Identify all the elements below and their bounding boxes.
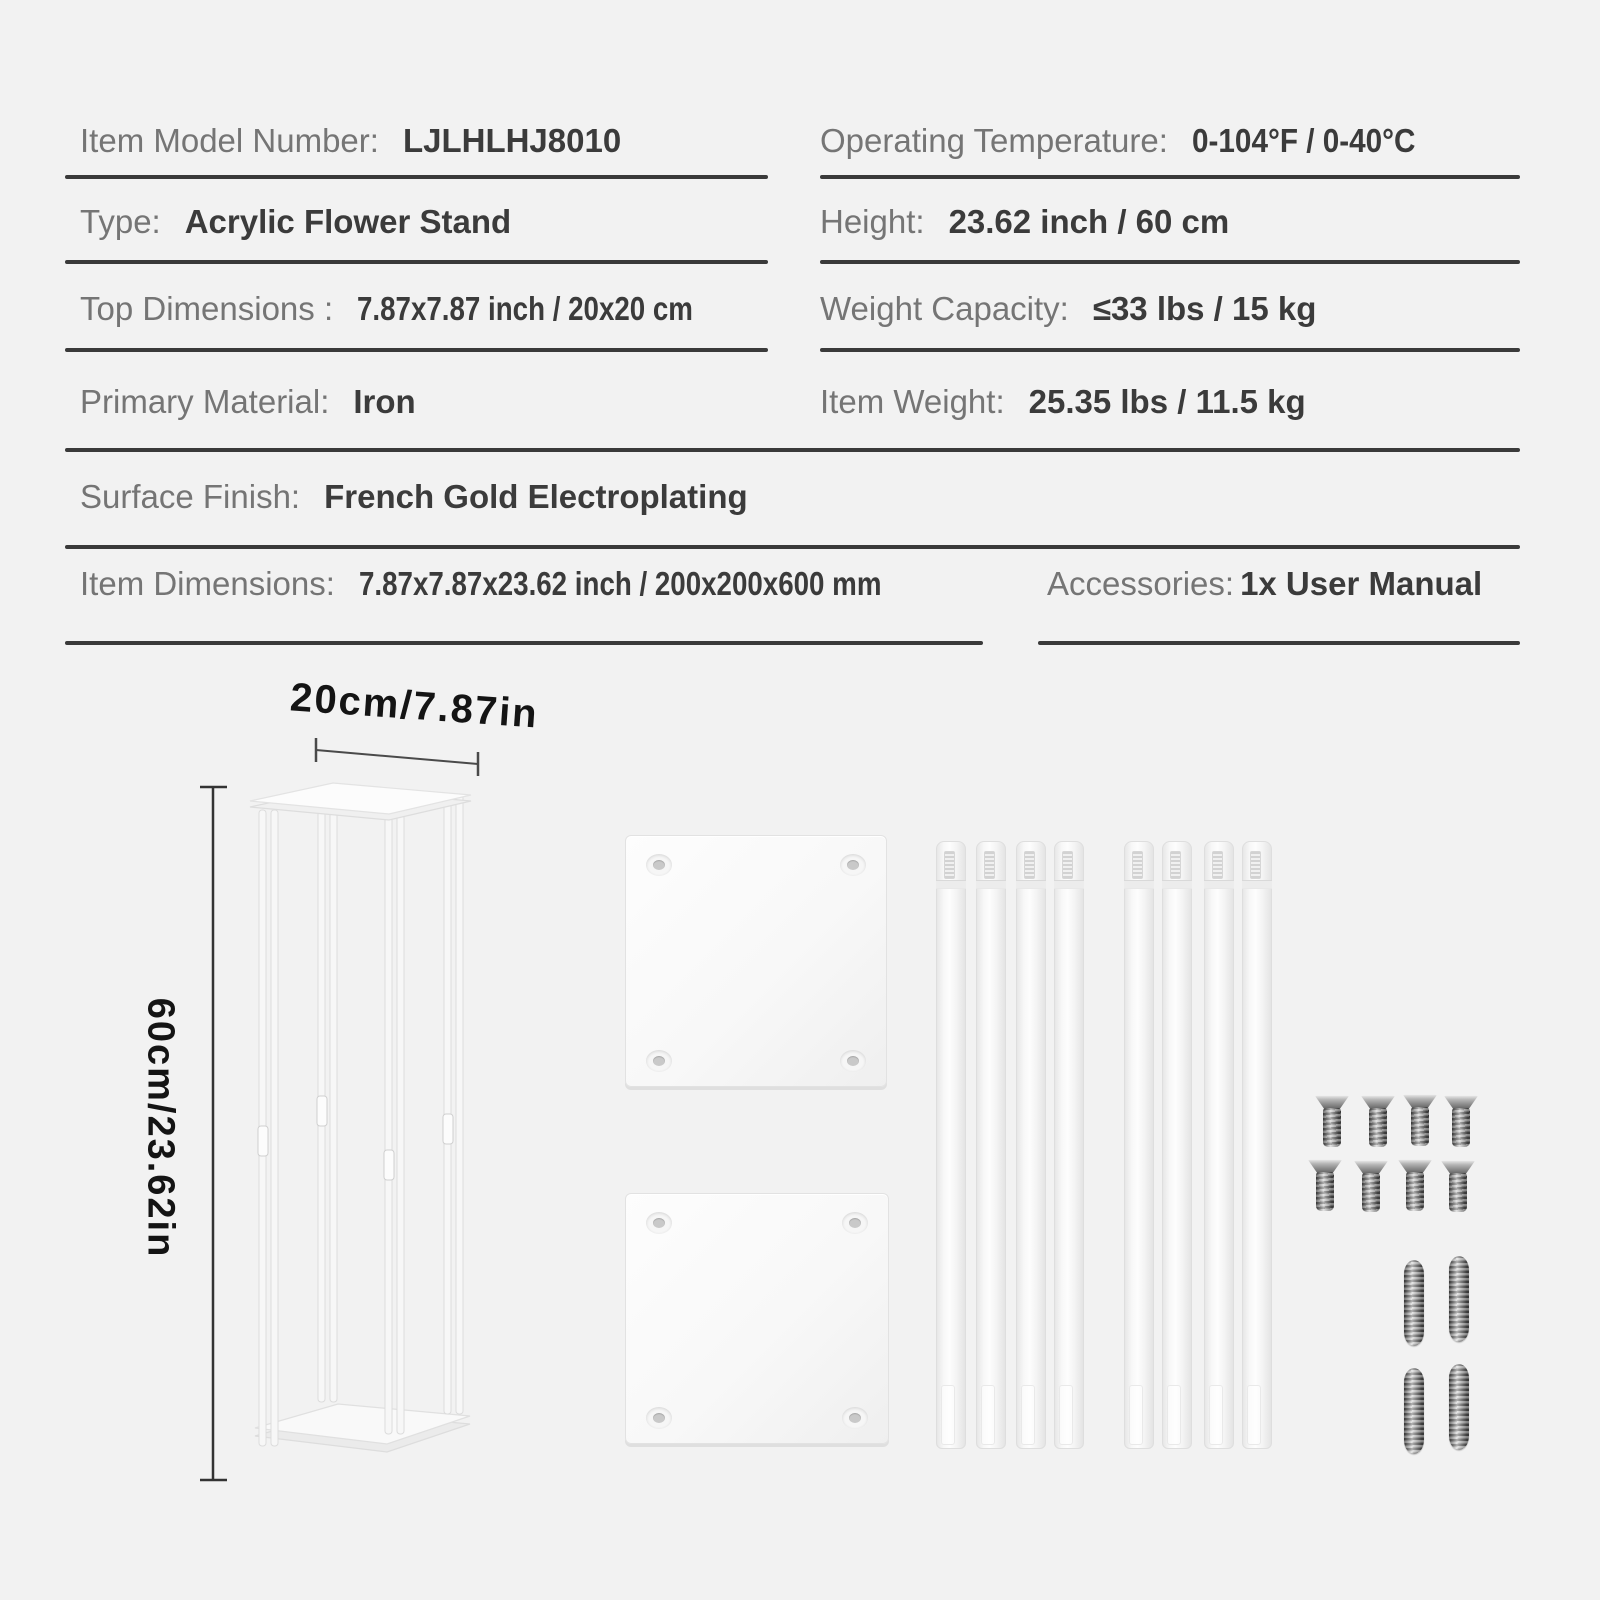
tube-slot <box>1059 1385 1073 1445</box>
screw-shaft <box>1406 1172 1424 1211</box>
divider <box>820 260 1520 264</box>
acrylic-tube <box>1016 841 1046 1449</box>
screw <box>1354 1160 1388 1213</box>
spec-value: 25.35 lbs / 11.5 kg <box>1028 383 1306 420</box>
screw-head <box>1398 1159 1432 1173</box>
screw-shaft <box>1452 1108 1470 1147</box>
threaded-rod <box>1449 1256 1469 1342</box>
spec-label: Surface Finish: <box>80 478 301 515</box>
spec-value: Acrylic Flower Stand <box>184 203 512 240</box>
screw-head <box>1308 1159 1342 1173</box>
tube-slot <box>1209 1385 1223 1445</box>
screw <box>1441 1160 1475 1213</box>
width-dimension-label: 20cm/7.87in <box>288 675 541 737</box>
screw <box>1444 1095 1478 1148</box>
divider <box>65 175 768 179</box>
spec-item-weight <box>820 379 1306 425</box>
tube-slot <box>1167 1385 1181 1445</box>
plate-hole <box>842 1407 868 1429</box>
screw-shaft <box>1449 1173 1467 1212</box>
screw <box>1315 1095 1349 1148</box>
spec-label: Top Dimensions : <box>80 290 334 327</box>
spec-value: 0-104°F / 0-40°C <box>1191 122 1416 159</box>
spec-label: Item Model Number: <box>80 122 379 159</box>
threaded-rod <box>1404 1260 1424 1346</box>
screw-head <box>1315 1095 1349 1109</box>
spec-value: LJLHLHJ8010 <box>402 122 622 159</box>
acrylic-tube <box>1054 841 1084 1449</box>
spec-value: 1x User Manual <box>1240 565 1483 602</box>
divider <box>820 175 1520 179</box>
divider <box>820 348 1520 352</box>
spec-height <box>820 199 1229 245</box>
screw-shaft <box>1369 1108 1387 1147</box>
acrylic-tube <box>1162 841 1192 1449</box>
threaded-rod <box>1404 1368 1424 1454</box>
spec-value: French Gold Electroplating <box>324 478 748 515</box>
threaded-rod <box>1449 1364 1469 1450</box>
spec-label: Weight Capacity: <box>820 290 1069 327</box>
tube-slot <box>981 1385 995 1445</box>
spec-item-model-number <box>80 118 621 164</box>
spec-operating-temperature <box>820 118 1440 164</box>
plate-hole <box>842 1212 868 1234</box>
acrylic-tube <box>1124 841 1154 1449</box>
height-dimension-line <box>200 787 227 1480</box>
screw <box>1308 1159 1342 1212</box>
plate-hole <box>646 1407 672 1429</box>
leg-connectors <box>258 1096 453 1180</box>
spec-label: Primary Material: <box>80 383 330 420</box>
divider <box>65 641 983 645</box>
acrylic-plate <box>625 1193 889 1444</box>
acrylic-tube <box>1204 841 1234 1449</box>
spec-label: Height: <box>820 203 925 240</box>
spec-value: Iron <box>353 383 416 420</box>
plate-hole <box>646 1050 672 1072</box>
screw-shaft <box>1316 1172 1334 1211</box>
plate-hole <box>646 854 672 876</box>
spec-item-dimensions <box>80 561 981 607</box>
spec-label: Item Weight: <box>820 383 1005 420</box>
screw-head <box>1444 1095 1478 1109</box>
screw-shaft <box>1411 1107 1429 1146</box>
spec-value: ≤33 lbs / 15 kg <box>1092 290 1317 327</box>
divider <box>65 348 768 352</box>
spec-accessories <box>1047 561 1482 607</box>
width-dimension-line <box>316 738 478 776</box>
tube-slot <box>941 1385 955 1445</box>
acrylic-plate <box>625 835 887 1087</box>
spec-surface-finish <box>80 474 748 520</box>
screw-shaft <box>1323 1108 1341 1147</box>
tube-slot <box>1021 1385 1035 1445</box>
height-dimension-label: 60cm/23.62in <box>139 997 182 1259</box>
spec-value: 7.87x7.87x23.62 inch / 200x200x600 mm <box>358 565 882 602</box>
tube-slot <box>1129 1385 1143 1445</box>
acrylic-tube <box>976 841 1006 1449</box>
divider <box>1038 641 1520 645</box>
screw <box>1398 1159 1432 1212</box>
spec-label: Accessories: <box>1047 565 1235 602</box>
divider <box>65 260 768 264</box>
screw-head <box>1403 1094 1437 1108</box>
spec-value: 7.87x7.87 inch / 20x20 cm <box>357 290 694 327</box>
screw <box>1403 1094 1437 1147</box>
acrylic-tube <box>936 841 966 1449</box>
plate-hole <box>840 854 866 876</box>
spec-label: Item Dimensions: <box>80 565 335 602</box>
spec-value: 23.62 inch / 60 cm <box>948 203 1230 240</box>
flower-stand-illustration <box>190 730 500 1490</box>
screw-head <box>1354 1160 1388 1174</box>
screw <box>1361 1095 1395 1148</box>
spec-primary-material <box>80 379 416 425</box>
spec-label: Type: <box>80 203 161 240</box>
tube-slot <box>1247 1385 1261 1445</box>
screw-shaft <box>1362 1173 1380 1212</box>
spec-top-dimensions <box>80 286 757 332</box>
acrylic-tube <box>1242 841 1272 1449</box>
screw-head <box>1441 1160 1475 1174</box>
divider <box>65 448 1520 452</box>
divider <box>65 545 1520 549</box>
screw-head <box>1361 1095 1395 1109</box>
plate-hole <box>840 1050 866 1072</box>
spec-label: Operating Temperature: <box>820 122 1168 159</box>
spec-type <box>80 199 511 245</box>
plate-hole <box>646 1212 672 1234</box>
spec-weight-capacity <box>820 286 1316 332</box>
